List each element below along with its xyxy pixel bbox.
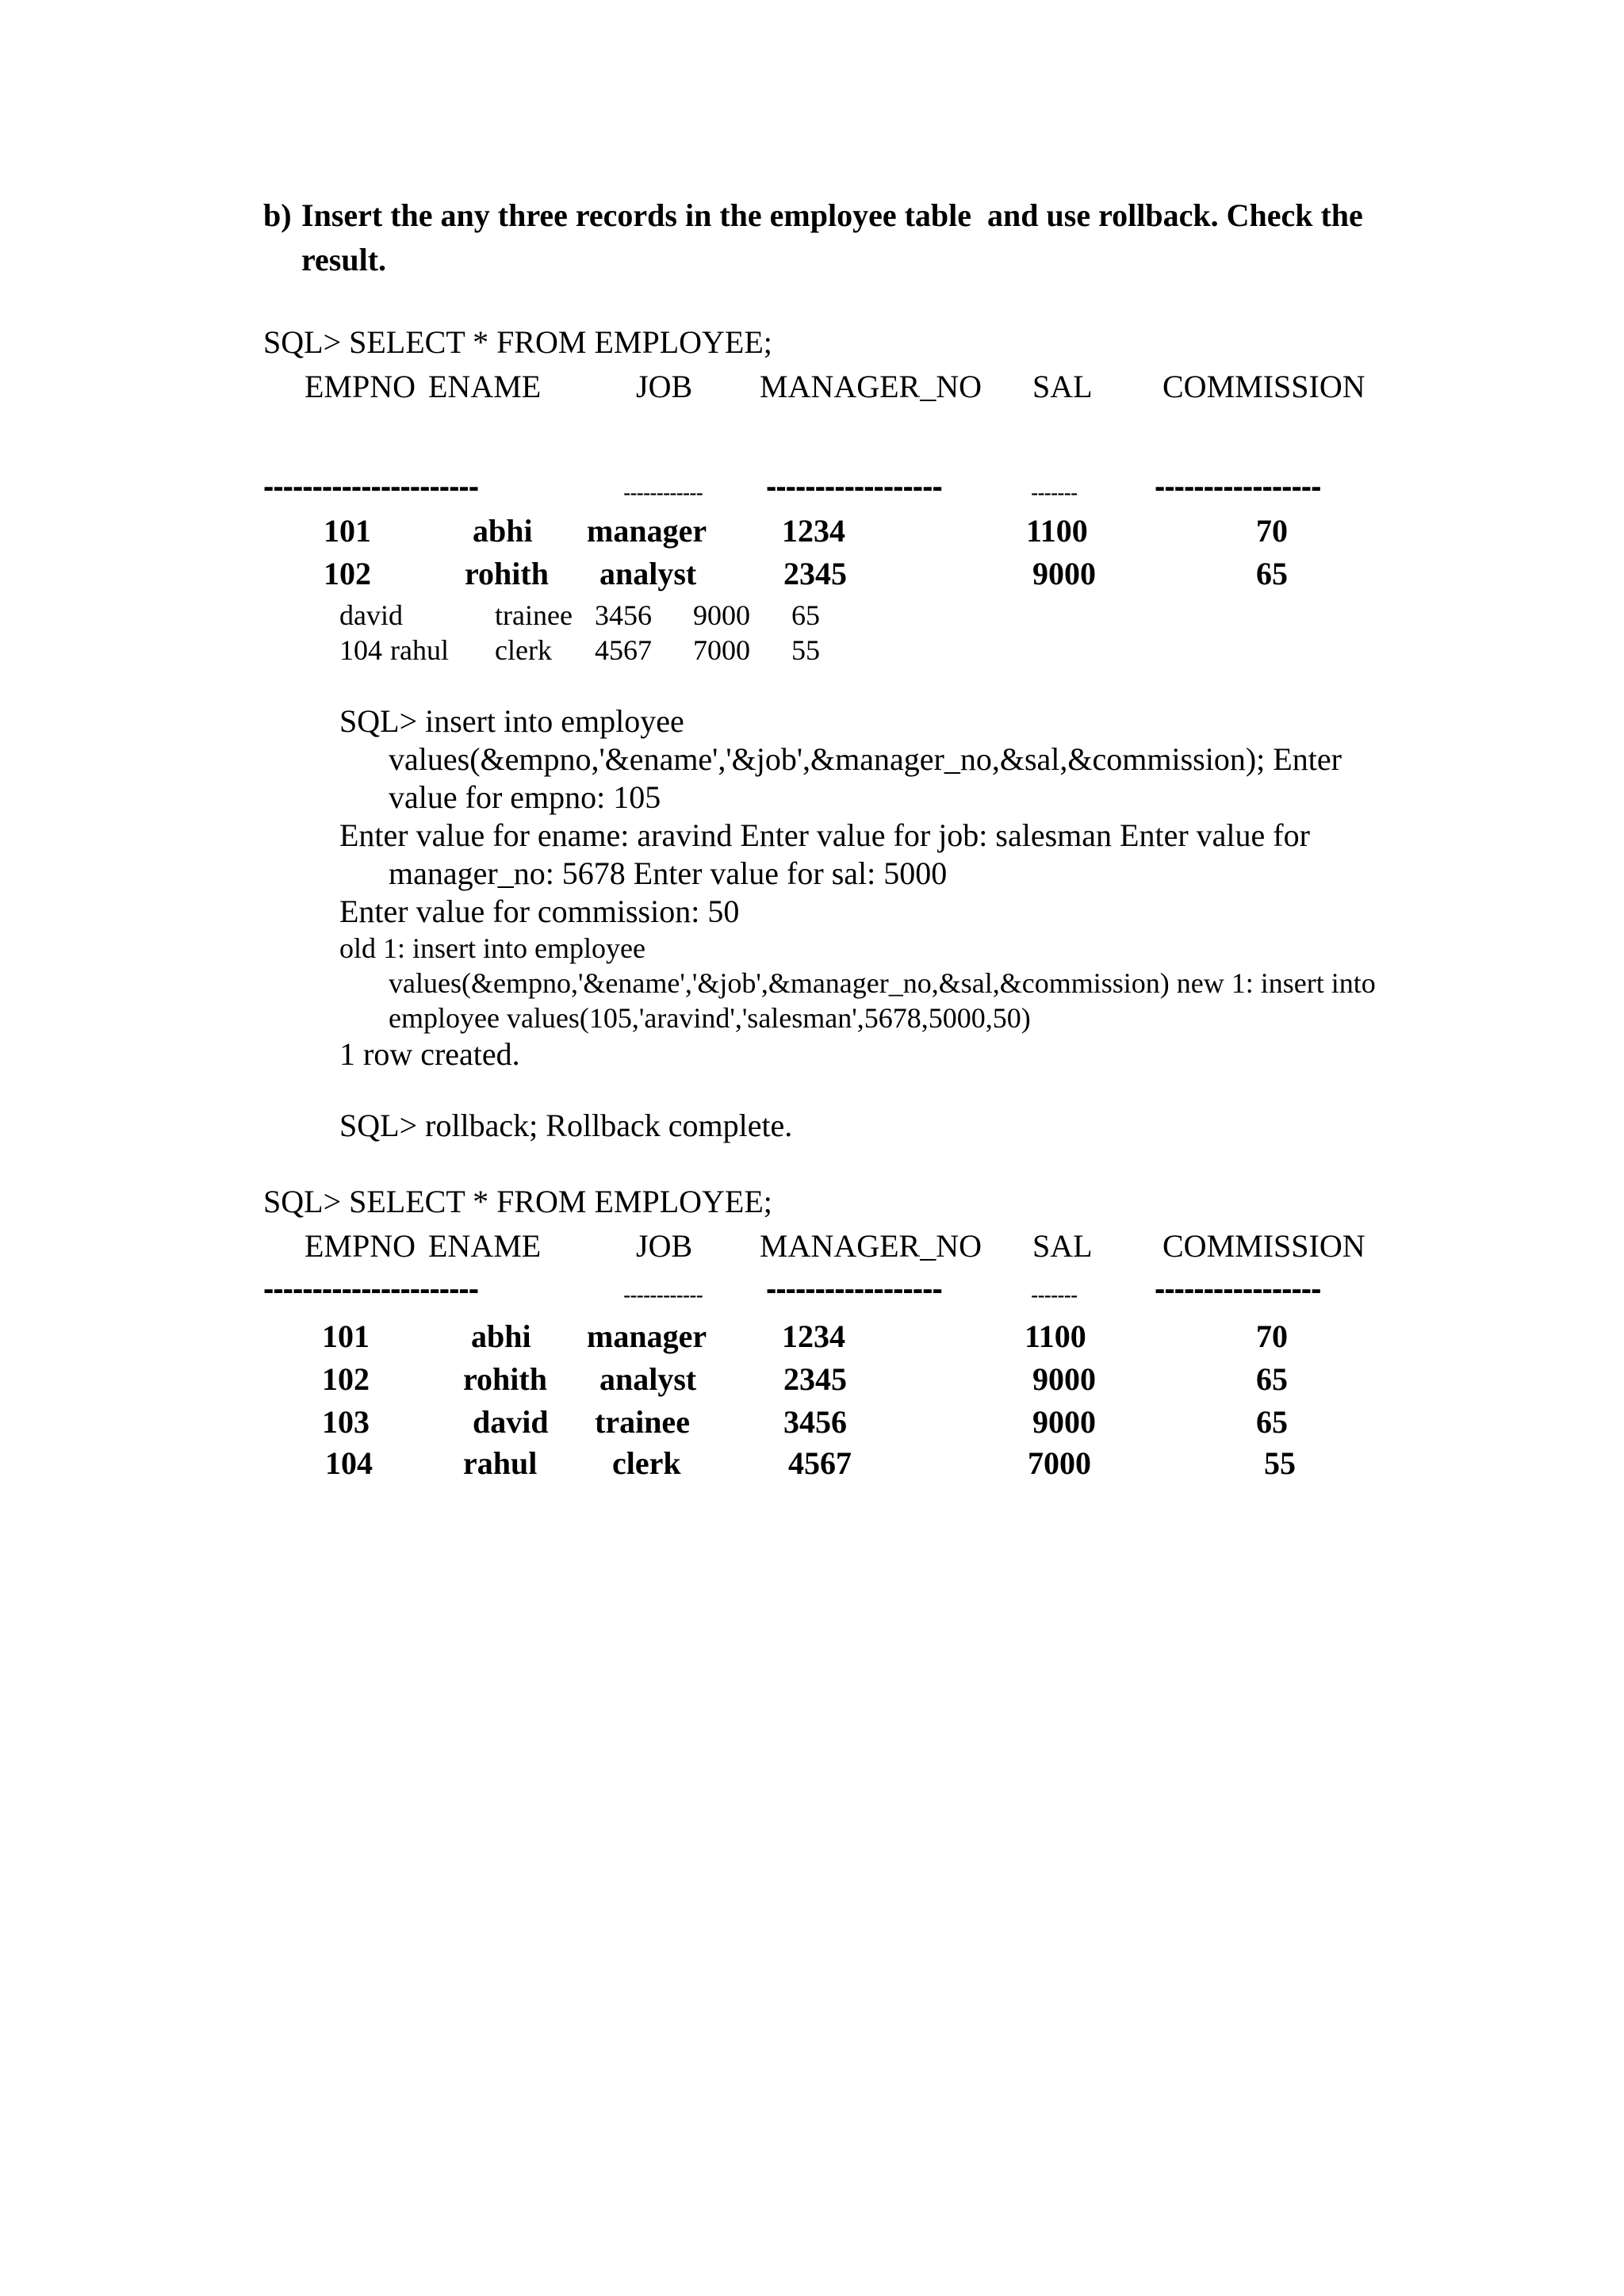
- col-header-job: JOB: [636, 1228, 693, 1264]
- cell-commission: 65: [1256, 1404, 1288, 1440]
- cell-ename: abhi: [471, 1318, 531, 1354]
- cell-job: trainee: [595, 1404, 690, 1440]
- col-header-sal: SAL: [1032, 369, 1093, 404]
- cell-manager-no: 3456: [595, 599, 652, 631]
- col-header-commission: COMMISSION: [1162, 369, 1365, 404]
- cell-manager-no: 2345: [783, 556, 847, 591]
- cell-empno: 102: [322, 1361, 370, 1397]
- col-header-sal: SAL: [1032, 1228, 1093, 1264]
- cell-job: analyst: [599, 556, 697, 591]
- cell-job: clerk: [495, 634, 552, 666]
- cell-sal: 1100: [1026, 513, 1088, 549]
- cell-job: analyst: [599, 1361, 697, 1397]
- cell-sal: 7000: [693, 634, 750, 666]
- col-header-manager-no: MANAGER_NO: [760, 369, 982, 404]
- cell-commission: 65: [791, 599, 820, 631]
- cell-empno: 104: [339, 634, 382, 666]
- select-query-2: SQL> SELECT * FROM EMPLOYEE;: [263, 1184, 772, 1219]
- cell-sal: 1100: [1025, 1318, 1086, 1354]
- separator-seg-4: -------: [1031, 1283, 1078, 1307]
- insert-line: values(&empno,'&ename','&job',&manager_no,&sal,&commission) new 1: insert into: [389, 967, 1376, 999]
- cell-job: clerk: [612, 1445, 681, 1481]
- cell-job: trainee: [495, 599, 573, 631]
- insert-line: employee values(105,'aravind','salesman',5678,5000,50): [389, 1002, 1031, 1034]
- cell-commission: 65: [1256, 556, 1288, 591]
- cell-manager-no: 3456: [783, 1404, 847, 1440]
- cell-commission: 55: [791, 634, 820, 666]
- cell-empno: 103: [322, 1404, 370, 1440]
- cell-commission: 70: [1256, 513, 1288, 549]
- separator-seg-2: ------------: [623, 480, 703, 505]
- insert-line: values(&empno,'&ename','&job',&manager_no,&sal,&commission); Enter: [389, 741, 1342, 777]
- select-query-1: SQL> SELECT * FROM EMPLOYEE;: [263, 324, 772, 360]
- col-header-manager-no: MANAGER_NO: [760, 1228, 982, 1264]
- cell-empno: 101: [322, 1318, 370, 1354]
- cell-empno: 104: [325, 1445, 373, 1481]
- rollback-line: SQL> rollback; Rollback complete.: [339, 1108, 793, 1143]
- cell-sal: 9000: [1032, 1404, 1096, 1440]
- cell-sal: 9000: [1032, 556, 1096, 591]
- cell-commission: 65: [1256, 1361, 1288, 1397]
- cell-empno: 101: [324, 513, 371, 549]
- cell-manager-no: 4567: [788, 1445, 852, 1481]
- cell-ename: rahul: [463, 1445, 538, 1481]
- col-header-ename: ENAME: [428, 369, 542, 404]
- cell-manager-no: 1234: [782, 1318, 845, 1354]
- separator-seg-3: ------------------: [766, 469, 942, 504]
- separator-seg-4: -------: [1031, 480, 1078, 505]
- cell-manager-no: 4567: [595, 634, 652, 666]
- cell-commission: 55: [1264, 1445, 1296, 1481]
- cell-sal: 9000: [1032, 1361, 1096, 1397]
- insert-line: manager_no: 5678 Enter value for sal: 5000: [389, 855, 948, 891]
- cell-ename: rohith: [463, 1361, 547, 1397]
- question-text-line1: Insert the any three records in the employee table and use rollback. Check the: [301, 197, 1363, 233]
- separator-seg-1: ----------------------: [263, 1272, 479, 1307]
- separator-seg-1: ----------------------: [263, 469, 479, 504]
- question-text-line2: result.: [301, 242, 387, 277]
- col-header-job: JOB: [636, 369, 693, 404]
- question-marker: b): [263, 197, 292, 233]
- insert-line: Enter value for commission: 50: [339, 894, 740, 929]
- col-header-empno: EMPNO: [304, 369, 416, 404]
- insert-line: Enter value for ename: aravind Enter value for job: salesman Enter value for: [339, 817, 1310, 853]
- col-header-commission: COMMISSION: [1162, 1228, 1365, 1264]
- cell-manager-no: 1234: [782, 513, 845, 549]
- cell-job: manager: [587, 513, 707, 549]
- cell-commission: 70: [1256, 1318, 1288, 1354]
- cell-empno: 102: [324, 556, 371, 591]
- cell-ename: david: [473, 1404, 549, 1440]
- insert-line: old 1: insert into employee: [339, 932, 645, 964]
- separator-seg-3: ------------------: [766, 1272, 942, 1307]
- insert-line: SQL> insert into employee: [339, 703, 684, 739]
- separator-seg-5: -----------------: [1155, 469, 1321, 504]
- cell-job: manager: [587, 1318, 707, 1354]
- col-header-empno: EMPNO: [304, 1228, 416, 1264]
- insert-line: value for empno: 105: [389, 779, 661, 815]
- col-header-ename: ENAME: [428, 1228, 542, 1264]
- separator-seg-2: ------------: [623, 1283, 703, 1307]
- separator-seg-5: -----------------: [1155, 1272, 1321, 1307]
- cell-ename: david: [339, 599, 403, 631]
- cell-ename: rahul: [390, 634, 449, 666]
- cell-manager-no: 2345: [783, 1361, 847, 1397]
- cell-sal: 7000: [1028, 1445, 1091, 1481]
- cell-ename: abhi: [473, 513, 533, 549]
- cell-sal: 9000: [693, 599, 750, 631]
- cell-ename: rohith: [465, 556, 549, 591]
- insert-line: 1 row created.: [339, 1036, 520, 1072]
